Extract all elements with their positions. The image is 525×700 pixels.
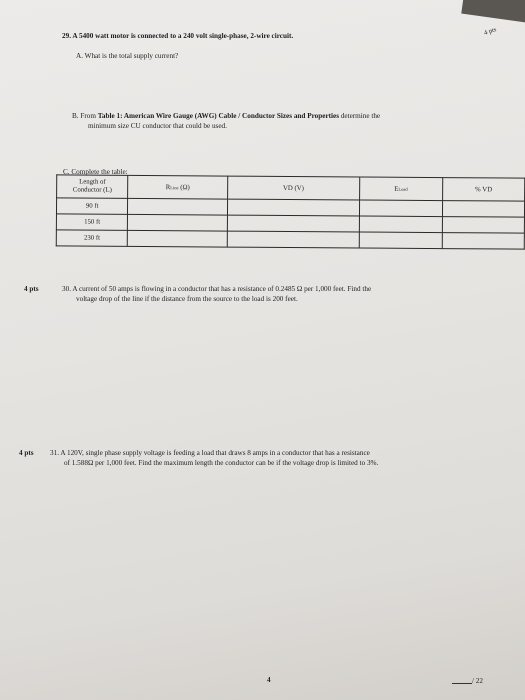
q29-part-b-table-ref: Table 1: American Wire Gauge (AWG) Cable / Conductor Sizes and Properties [97,112,340,120]
q29-part-b-line1 [72,112,380,121]
e-load-cell[interactable] [359,232,442,249]
q29-part-b-line2: minimum size CU conductor that could be used. [88,122,227,130]
header-vd: VD (V) [227,176,359,200]
score-blank[interactable] [452,683,472,684]
vd-cell[interactable] [227,199,359,216]
corner-points-label: 4 pts [483,26,498,37]
header-percent-vd: % VD [442,178,524,202]
length-cell: 230 ft [56,230,128,246]
conductor-table [56,174,525,249]
q31-points: 4 pts [19,449,34,457]
length-cell: 150 ft [56,214,128,230]
q31-line1: 31. A 120V, single phase supply voltage is feeding a load that draws 8 amps in a conductor that has a resistance [50,449,370,457]
vd-cell[interactable] [227,215,359,232]
e-load-cell[interactable] [359,216,442,233]
q30-line1: 30. A current of 50 amps is flowing in a conductor that has a resistance of 0.2485 Ω per 1,000 feet. Find the [62,285,372,293]
q30-points: 4 pts [24,285,39,293]
table-header-row [57,175,525,201]
r-line-cell[interactable] [128,214,228,231]
q30-line2: voltage drop of the line if the distance from the source to the load is 200 feet. [76,295,298,303]
page-number: 4 [267,676,271,684]
e-load-cell[interactable] [359,200,442,217]
q29-part-c: C. Complete the table: [63,168,128,176]
length-cell: 90 ft [56,198,128,214]
vd-cell[interactable] [227,231,359,248]
table-row [56,230,524,249]
r-line-cell[interactable] [128,230,228,247]
q31-line2: of 1.588Ω per 1,000 feet. Find the maximum length the conductor can be if the voltage drop is limited to 3%. [64,459,379,467]
percent-vd-cell[interactable] [442,217,524,234]
percent-vd-cell[interactable] [442,233,524,250]
header-length: Length of Conductor (L) [57,175,129,198]
page-corner-shadow [461,0,525,26]
q29-part-a: A. What is the total supply current? [76,52,179,60]
q29-part-b-prefix: B. From [72,112,98,120]
q29-prompt: 29. A 5400 watt motor is connected to a 240 volt single-phase, 2-wire circuit. [62,32,294,40]
score-total: / 22 [472,677,483,685]
header-e-load: ELoad [359,177,442,201]
q29-part-b-suffix: determine the [339,112,381,120]
r-line-cell[interactable] [128,198,228,215]
header-r-line: RLine (Ω) [128,175,228,199]
percent-vd-cell[interactable] [442,201,524,218]
